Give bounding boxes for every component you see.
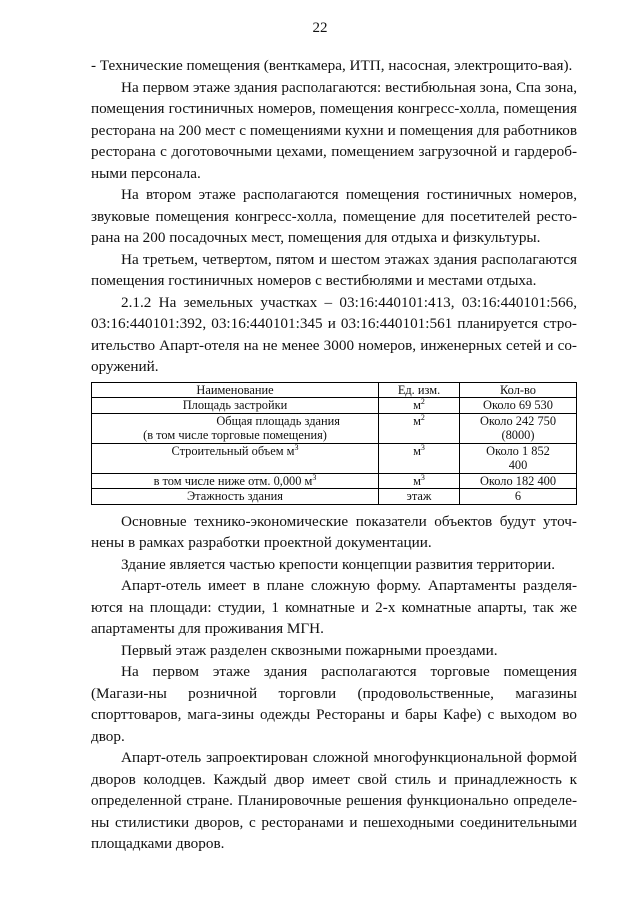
header-unit: Ед. изм.	[379, 382, 460, 398]
row-value: 6	[460, 489, 577, 505]
row-name: в том числе ниже отм. 0,000 $м^3$	[92, 473, 379, 489]
paragraph-first-floor: На первом этаже здания располагаются: вестибюльная зона, Спа зона, помещения гостиничных номеров, помещения конгресс-холла, помещения ресторана на 200 мест с помещениями кухни и помещения для работников ресторана с доготовочными цехами, помещением загрузочной и гардероб-ными персонала.	[91, 78, 577, 182]
paragraph-second-floor: На втором этаже располагаются помещения гостиничных номеров, звуковые помещения конгресс-холла, помещение для посетителей ресто-рана на 200 посадочных мест, помещения для отдыха и физкультуры.	[91, 186, 577, 246]
paragraph-section-2-1-2: 2.1.2 На земельных участках – 03:16:440101:413, 03:16:440101:566, 03:16:440101:392, 03:16:440101:345 и 03:16:440101:561 планируется стро-ительство Апарт-отеля на не менее 3000 номеров, инженерных сетей и со-оружений.	[91, 293, 577, 375]
row-unit: этаж	[379, 489, 460, 505]
paragraph-concept: Здание является частью крепости концепции развития территории.	[121, 555, 556, 573]
paragraph-retail: На первом этаже здания располагаются торговые помещения (Магази-ны розничной торговли (продовольственные, магазины спорттоваров, мага-зины одежды Рестораны и бары Кафе) с выходом во двор.	[91, 663, 577, 745]
table-row	[92, 489, 577, 505]
row-unit: $м^3$	[379, 473, 460, 489]
table-header-row	[92, 382, 577, 398]
row-unit: $м^2$	[379, 413, 460, 443]
row-unit: $м^2$	[379, 398, 460, 414]
document-body	[91, 55, 577, 855]
paragraph-apartments: Апарт-отель имеет в плане сложную форму. Апартаменты разделя-ются на площади: студии, 1 комнатные и 2-х комнатные апарты, так же апартаменты для проживания МГН.	[91, 577, 577, 637]
row-name: Этажность здания	[92, 489, 379, 505]
row-value: Около 182 400	[460, 473, 577, 489]
row-name: Общая площадь здания (в том числе торговые помещения)	[92, 413, 379, 443]
header-name: Наименование	[92, 382, 379, 398]
row-value: Около 1 852 400	[460, 443, 577, 473]
specs-table	[91, 382, 577, 505]
paragraph-indicators: Основные технико-экономические показатели объектов будут уточ-нены в рамках разработки проектной документации.	[91, 512, 577, 551]
row-unit: $м^3$	[379, 443, 460, 473]
paragraph-upper-floors: На третьем, четвертом, пятом и шестом этажах здания располагаются помещения гостиничных номеров с вестибюлями и местами отдыха.	[91, 250, 577, 289]
page-number: 22	[312, 20, 328, 36]
row-name: Площадь застройки	[92, 398, 379, 414]
table-row	[92, 398, 577, 414]
row-value: Около 242 750 (8000)	[460, 413, 577, 443]
paragraph-courtyards: Апарт-отель запроектирован сложной многофункциональной формой дворов колодцев. Каждый двор имеет свой стиль и принадлежность к определенной стране. Планировочные решения функционально определе-ны стилистики дворов, с ресторанами и пешеходными соединительными площадками дворов.	[91, 749, 577, 852]
table-row	[92, 413, 577, 443]
row-name: Строительный объем $м^3$	[92, 443, 379, 473]
table-row	[92, 473, 577, 489]
paragraph-tech-rooms: - Технические помещения (венткамера, ИТП, насосная, электрощито-вая).	[91, 57, 573, 74]
table-row	[92, 443, 577, 473]
paragraph-fire-passages: Первый этаж разделен сквозными пожарными проездами.	[121, 641, 498, 659]
row-value: Около 69 530	[460, 398, 577, 414]
header-value: Кол-во	[460, 382, 577, 398]
